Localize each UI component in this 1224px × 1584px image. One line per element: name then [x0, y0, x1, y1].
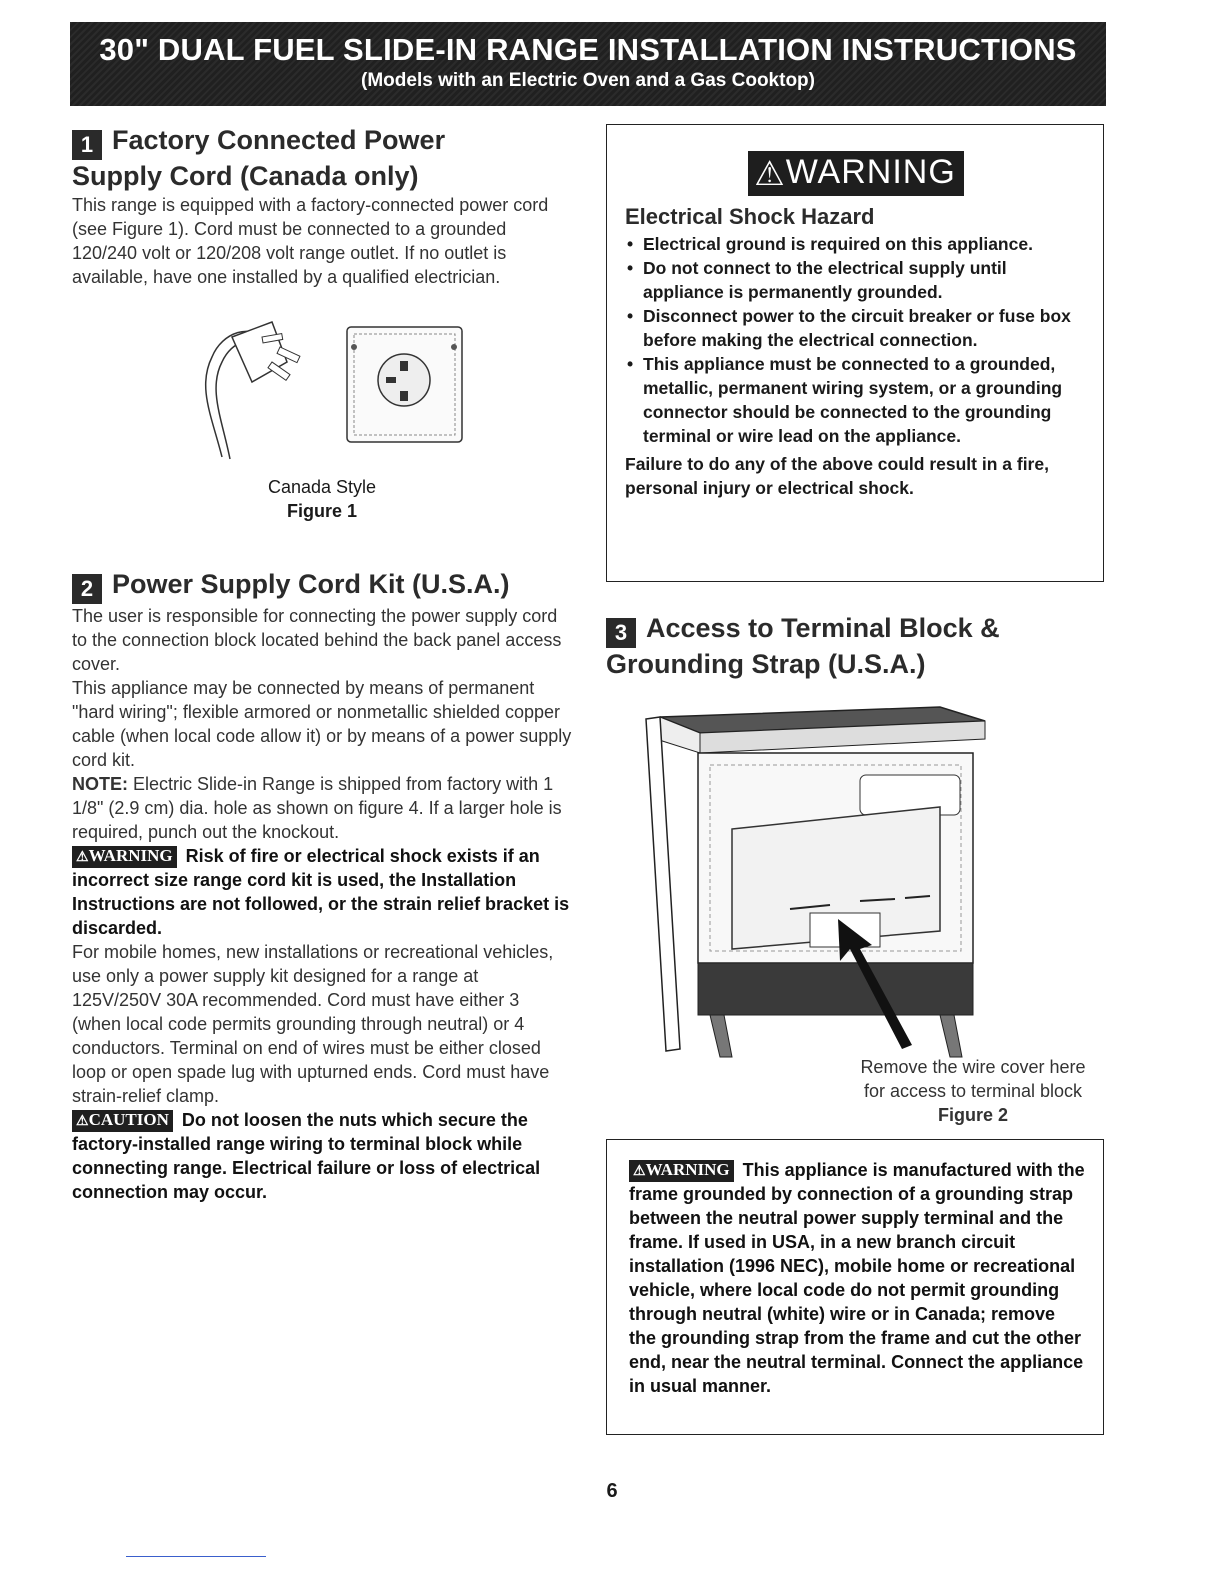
- inline-caution-badge: [72, 1110, 173, 1132]
- section-2-note: [72, 772, 572, 844]
- warning-text: Risk of fire or electrical shock exists if an incorrect size range cord kit is used, the Installation Instructions are not followed, or the strain relief bracket is discarded.: [72, 846, 570, 938]
- grounding-warning-body: This appliance is manufactured with the frame grounded by connection of a grounding strap between the neutral power supply terminal and the frame. If used in USA, in a new branch circuit installation (1996 NEC), mobile home or recreational vehicle, where local code do not permit grounding through neutral (white) wire or in Canada; remove the grounding strap from the frame and cut the other end, near the neutral terminal. Connect the appliance in usual manner.: [629, 1160, 1085, 1396]
- page-title: 30" DUAL FUEL SLIDE-IN RANGE INSTALLATION INSTRUCTIONS: [99, 32, 1077, 67]
- inline-warning-badge: [72, 846, 177, 868]
- caution-badge-label: CAUTION: [88, 1110, 169, 1129]
- electrical-shock-warning-box: [606, 124, 1104, 582]
- warning-badge-label: WARNING: [88, 846, 173, 865]
- canada-plug-outlet-illustration: [192, 307, 492, 467]
- grounding-warning-text: [629, 1158, 1087, 1398]
- inline-warning-badge: [629, 1160, 734, 1182]
- section-number-badge: 3: [606, 618, 636, 648]
- section-2-title: Power Supply Cord Kit (U.S.A.): [112, 569, 510, 599]
- figure-2-caption: [842, 1055, 1104, 1127]
- section-3-heading: [606, 612, 1106, 681]
- section-3: [606, 612, 1106, 1139]
- section-2-warning: [72, 844, 572, 940]
- section-3-title-line2: Grounding Strap (U.S.A.): [606, 649, 926, 679]
- section-2-heading: [72, 568, 572, 604]
- page-number: 6: [606, 1480, 618, 1502]
- grounding-strap-warning-box: [606, 1139, 1104, 1435]
- figure-2-caption-line2: for access to terminal block: [863, 1081, 1083, 1101]
- right-column: [606, 124, 1106, 1435]
- warning-header: [625, 151, 1087, 196]
- section-number-badge: 1: [72, 130, 102, 160]
- section-2-para1: The user is responsible for connecting the power supply cord to the connection block located behind the back panel access cover.: [72, 606, 562, 674]
- warning-triangle-icon: ⚠: [76, 850, 89, 865]
- section-1-title-line1: Factory Connected Power: [112, 125, 446, 155]
- note-text: Electric Slide-in Range is shipped from factory with 1 1/8" (2.9 cm) dia. hole as shown on figure 4. If a larger hole is required, punch out the knockout.: [72, 774, 562, 842]
- section-number-badge: 2: [72, 574, 102, 604]
- warning-triangle-icon: ⚠: [76, 1114, 89, 1129]
- section-2-caution: [72, 1108, 572, 1204]
- footer-rule: [126, 1556, 266, 1557]
- figure-1: [72, 307, 572, 552]
- hazard-item: • This appliance must be connected to a grounded, metallic, permanent wiring system, or a grounding connector should be connected to the grounding terminal or wire lead on the appliance.: [625, 352, 1087, 448]
- hazard-title: Electrical Shock Hazard: [625, 204, 875, 230]
- section-1-body: This range is equipped with a factory-connected power cord (see Figure 1). Cord must be connected to a grounded 120/240 volt or 120/208 volt range outlet. If no outlet is available, have one installed by a qualified electrician.: [72, 195, 549, 287]
- warning-triangle-icon: ⚠: [754, 155, 786, 194]
- hazard-failure-note: Failure to do any of the above could result in a fire, personal injury or electrical shock.: [625, 454, 1049, 499]
- caution-text: Do not loosen the nuts which secure the factory-installed range wiring to terminal block while connecting range. Electrical failure or loss of electrical connection may occur.: [72, 1110, 541, 1202]
- page-subtitle: (Models with an Electric Oven and a Gas Cooktop): [361, 70, 815, 91]
- warning-badge-label: WARNING: [645, 1160, 730, 1179]
- figure-2-label: Figure 2: [937, 1105, 1008, 1125]
- left-column: [72, 124, 572, 1204]
- figure-2: [606, 699, 1106, 1139]
- figure-1-label: Figure 1: [286, 501, 357, 521]
- warning-triangle-icon: ⚠: [633, 1164, 646, 1179]
- section-3-title-line1: Access to Terminal Block &: [646, 613, 1000, 643]
- section-2-para2: This appliance may be connected by means of permanent "hard wiring"; flexible armored or nonmetallic shielded copper cable (when local code allow it) or by means of a power supply cord kit.: [72, 678, 572, 770]
- section-2: [72, 568, 572, 1204]
- note-label: NOTE:: [72, 774, 128, 794]
- section-1: [72, 124, 572, 552]
- section-1-title-line2: Supply Cord (Canada only): [72, 161, 419, 191]
- section-2-para3: For mobile homes, new installations or recreational vehicles, use only a power supply kit designed for a range at 125V/250V 30A recommended. Cord must have either 3 (when local code permits grounding through neutral) or 4 conductors. Terminal on end of wires must be either closed loop or open spade lug with upturned ends. Cord must have strain-relief clamp.: [72, 942, 554, 1106]
- figure-1-caption: Canada Style: [267, 477, 377, 497]
- warning-badge: [748, 151, 964, 196]
- hazard-item: • Electrical ground is required on this appliance.: [625, 232, 1087, 256]
- hazard-item: • Disconnect power to the circuit breaker or fuse box before making the electrical connection.: [625, 304, 1087, 352]
- figure-2-caption-line1: Remove the wire cover here: [860, 1057, 1086, 1077]
- hazard-list: [625, 232, 1087, 448]
- hazard-item: • Do not connect to the electrical supply until appliance is permanently grounded.: [625, 256, 1087, 304]
- header-banner: [70, 22, 1106, 106]
- warning-badge-label: WARNING: [785, 153, 956, 191]
- section-1-heading: [72, 124, 572, 193]
- range-rear-illustration: [640, 699, 990, 1059]
